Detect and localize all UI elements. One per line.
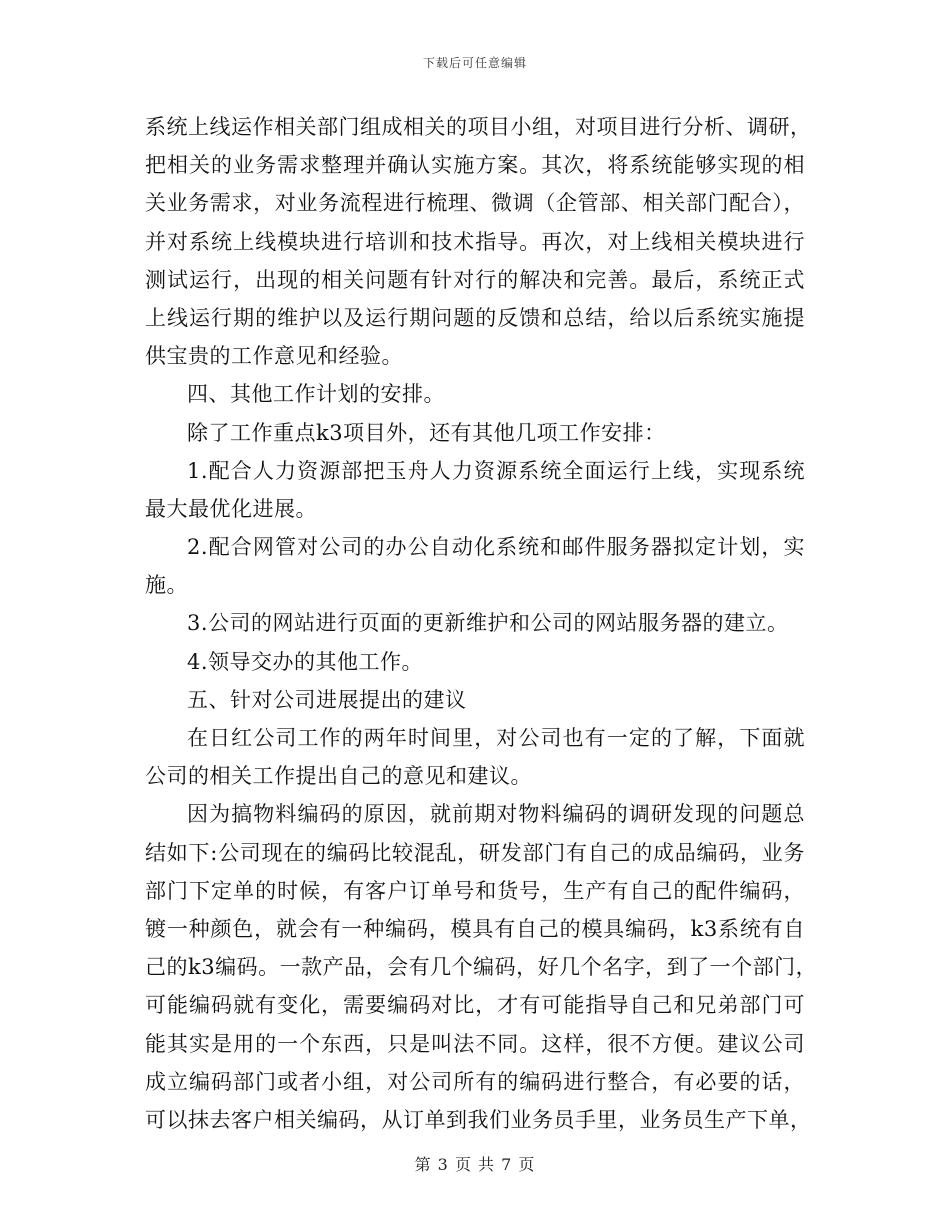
list-item: 3.公司的网站进行页面的更新维护和公司的网站服务器的建立。 [187, 611, 789, 636]
paragraph-line: 供宝贵的工作意见和经验。 [145, 344, 403, 369]
paragraph-line: 结如下:公司现在的编码比较混乱，研发部门有自己的成品编码，业务 [145, 840, 805, 865]
paragraph-line: 镀一种颜色，就会有一种编码，模具有自己的模具编码，k3系统有自 [145, 916, 805, 941]
paragraph-line: 除了工作重点k3项目外，还有其他几项工作安排： [187, 420, 666, 445]
section-heading: 四、其他工作计划的安排。 [187, 382, 445, 407]
paragraph-line: 最大最优化进展。 [145, 496, 317, 521]
paragraph-line: 部门下定单的时候，有客户订单号和货号，生产有自己的配件编码， [145, 878, 805, 903]
paragraph-line: 能其实是用的一个东西，只是叫法不同。这样，很不方便。建议公司 [145, 1031, 805, 1056]
paragraph-line: 公司的相关工作提出自己的意见和建议。 [145, 764, 532, 789]
page-header: 下载后可任意编辑 [422, 56, 527, 70]
list-item: 2.配合网管对公司的办公自动化系统和邮件服务器拟定计划，实 [187, 535, 805, 560]
section-heading: 五、针对公司进展提出的建议 [187, 687, 467, 712]
paragraph-line: 可能编码就有变化，需要编码对比，才有可能指导自己和兄弟部门可 [145, 993, 805, 1018]
paragraph-line: 关业务需求，对业务流程进行梳理、微调（企管部、相关部门配合）， [145, 191, 805, 216]
paragraph-line: 把相关的业务需求整理并确认实施方案。其次，将系统能够实现的相 [145, 153, 805, 178]
paragraph-line: 测试运行，出现的相关问题有针对行的解决和完善。最后，系统正式 [145, 267, 805, 292]
page-number: 第 3 页 共 7 页 [414, 1155, 536, 1174]
document-body [145, 108, 818, 1139]
paragraph-line: 系统上线运作相关部门组成相关的项目小组，对项目进行分析、调研， [145, 115, 812, 139]
paragraph-line: 因为搞物料编码的原因，就前期对物料编码的调研发现的问题总 [187, 802, 805, 827]
paragraph-line: 己的k3编码。一款产品，会有几个编码，好几个名字，到了一个部门， [145, 955, 818, 980]
paragraph-line: 施。 [145, 573, 188, 598]
list-item: 1.配合人力资源部把玉舟人力资源系统全面运行上线，实现系统 [187, 458, 805, 483]
paragraph-line: 并对系统上线模块进行培训和技术指导。再次，对上线相关模块进行 [145, 229, 805, 254]
list-item: 4.领导交办的其他工作。 [187, 649, 424, 674]
paragraph-line: 上线运行期的维护以及运行期问题的反馈和总结，给以后系统实施提 [145, 305, 805, 330]
paragraph-line: 在日红公司工作的两年时间里，对公司也有一定的了解，下面就 [187, 726, 805, 750]
paragraph-line: 可以抹去客户相关编码，从订单到我们业务员手里，业务员生产下单， [145, 1107, 812, 1132]
paragraph-line: 成立编码部门或者小组，对公司所有的编码进行整合，有必要的话， [145, 1069, 805, 1094]
